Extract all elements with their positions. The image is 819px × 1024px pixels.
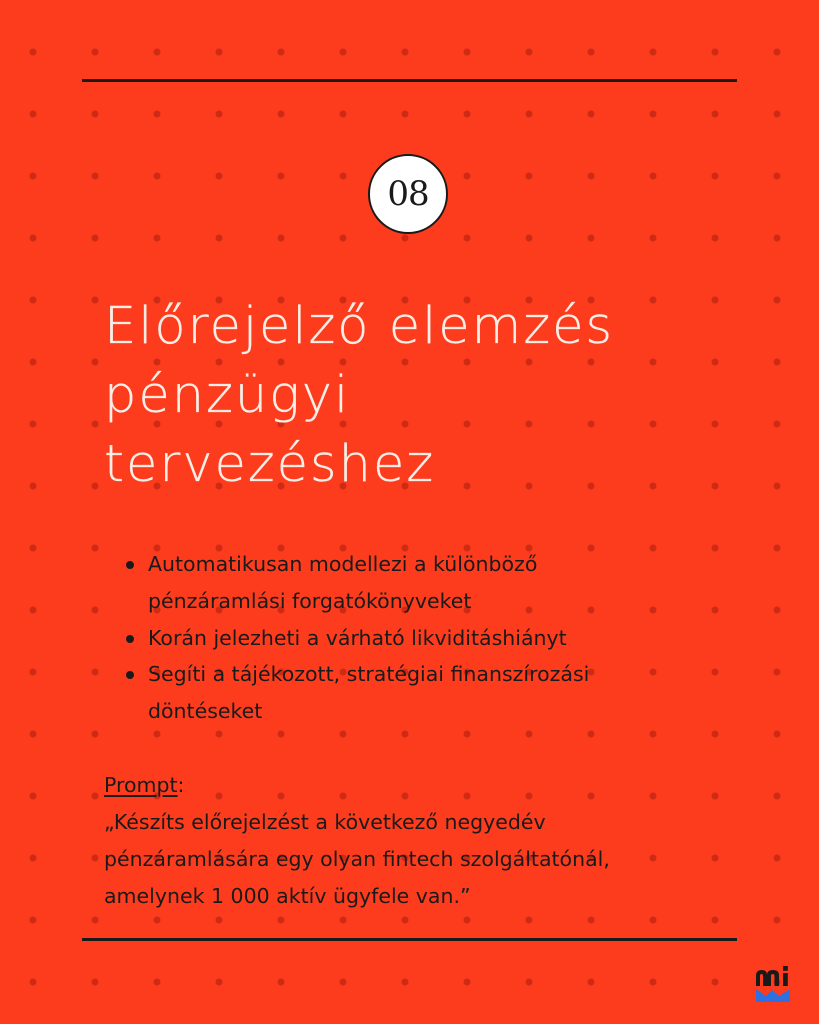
- prompt-block: [104, 767, 744, 915]
- prompt-line: „Készíts előrejelzést a következő negyedév: [104, 810, 546, 834]
- mi-logo-icon: [754, 966, 792, 1004]
- title-line: tervezéshez: [104, 435, 436, 494]
- slide-number-badge: 08: [368, 154, 448, 234]
- bottom-divider: [82, 938, 737, 941]
- list-item-line: Segíti a tájékozott, stratégiai finanszírozási: [148, 662, 590, 686]
- list-item: [124, 656, 704, 730]
- list-item-line: döntéseket: [148, 699, 263, 723]
- list-item: [124, 546, 704, 620]
- title-line: Előrejelző elemzés: [104, 297, 615, 356]
- prompt-heading: [104, 767, 744, 804]
- prompt-colon: :: [177, 773, 185, 797]
- slide-title: [104, 292, 804, 499]
- prompt-label: Prompt: [104, 773, 178, 797]
- list-item-line: pénzáramlási forgatókönyveket: [148, 589, 472, 613]
- prompt-line: pénzáramlására egy olyan fintech szolgáltatónál,: [104, 847, 610, 871]
- title-line: pénzügyi: [104, 366, 351, 425]
- top-divider: [82, 79, 737, 82]
- prompt-text: [104, 804, 744, 915]
- benefit-list: [124, 546, 704, 730]
- list-item-line: Korán jelezheti a várható likviditáshiányt: [148, 625, 567, 650]
- list-item: [124, 620, 704, 657]
- list-item-line: Automatikusan modellezi a különböző: [148, 552, 538, 576]
- prompt-line: amelynek 1 000 aktív ügyfele van.”: [104, 884, 471, 908]
